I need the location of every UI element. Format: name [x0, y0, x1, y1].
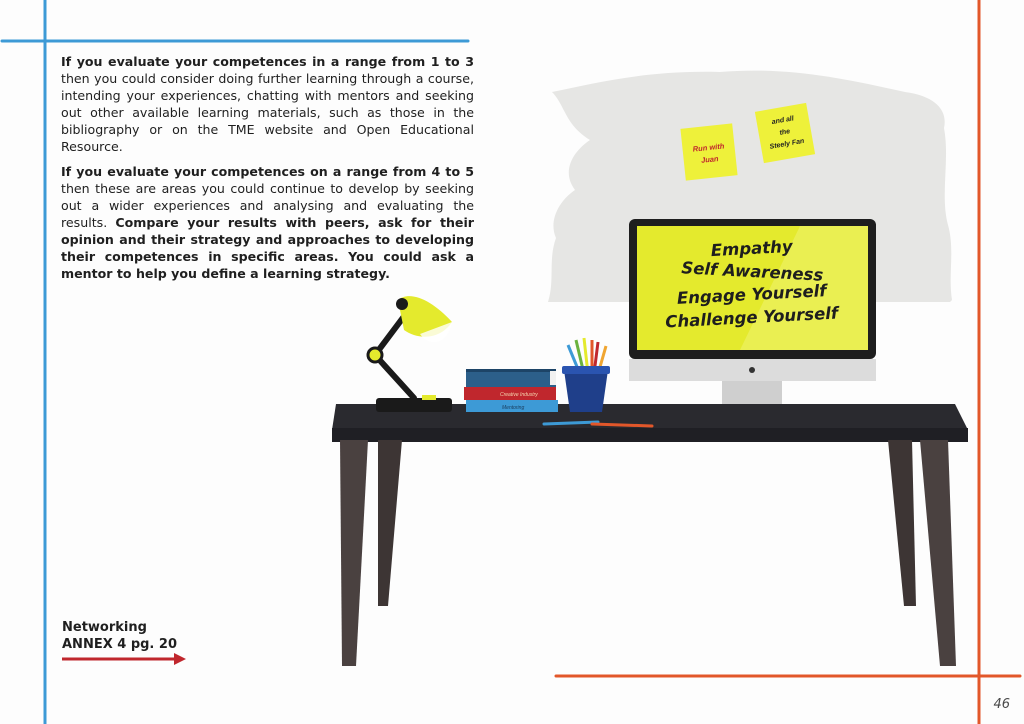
book-2-title: Creative Industry: [500, 392, 538, 398]
book-3-title: Mentoring: [502, 405, 525, 411]
sticky-note-1-line-1: Run with: [692, 141, 725, 154]
pencil-cup: [562, 338, 610, 412]
arrow-right-icon[interactable]: [60, 651, 190, 667]
annex-reference[interactable]: [62, 619, 177, 653]
desk-lamp: [368, 296, 452, 412]
annex-reference-line-2: ANNEX 4 pg. 20: [62, 637, 177, 652]
desk: [332, 404, 968, 666]
paragraph-2-bold-end: Compare your results with peers, ask for their opinion and their strategy and approaches to developing their competences in specific areas. You could ask a mentor to help you define a learning strategy.: [61, 215, 474, 281]
screen-line-1: Empathy: [710, 236, 794, 261]
screen-line-3: Engage Yourself: [676, 281, 827, 308]
sticky-note-2-line-1: and all: [771, 115, 795, 127]
screen-line-2: Self Awareness: [680, 258, 824, 285]
desk-pencil-blue: [544, 422, 598, 424]
paragraph-1-bold: If you evaluate your competences in a range from 1 to 3: [61, 54, 474, 69]
desk-pencil-orange: [592, 424, 652, 426]
screen-line-4: Challenge Yourself: [664, 303, 839, 332]
page-number: 46: [993, 697, 1010, 712]
sticky-note-1-line-2: Juan: [700, 154, 719, 165]
paragraph-2-text: then these are areas you could continue to develop by seeking out a wider experiences and analysing and evaluating the results.: [61, 181, 474, 230]
monitor: [629, 219, 876, 415]
annex-reference-line-1: Networking: [62, 620, 147, 635]
paragraph-2-bold-start: If you evaluate your competences on a range from 4 to 5: [61, 164, 474, 179]
sticky-note-1: [680, 123, 737, 180]
book-stack: [464, 369, 558, 412]
sticky-note-2: [755, 103, 815, 163]
sticky-note-2-line-3: Steely Fan: [769, 137, 805, 151]
sticky-note-2-line-2: the: [779, 128, 791, 137]
paragraph-1-text: then you could consider doing further learning through a course, intending your experiences, chatting with mentors and seeking out other available learning materials, such as those in the bibliography or on the TME website and Open Educational Resource.: [61, 71, 474, 154]
